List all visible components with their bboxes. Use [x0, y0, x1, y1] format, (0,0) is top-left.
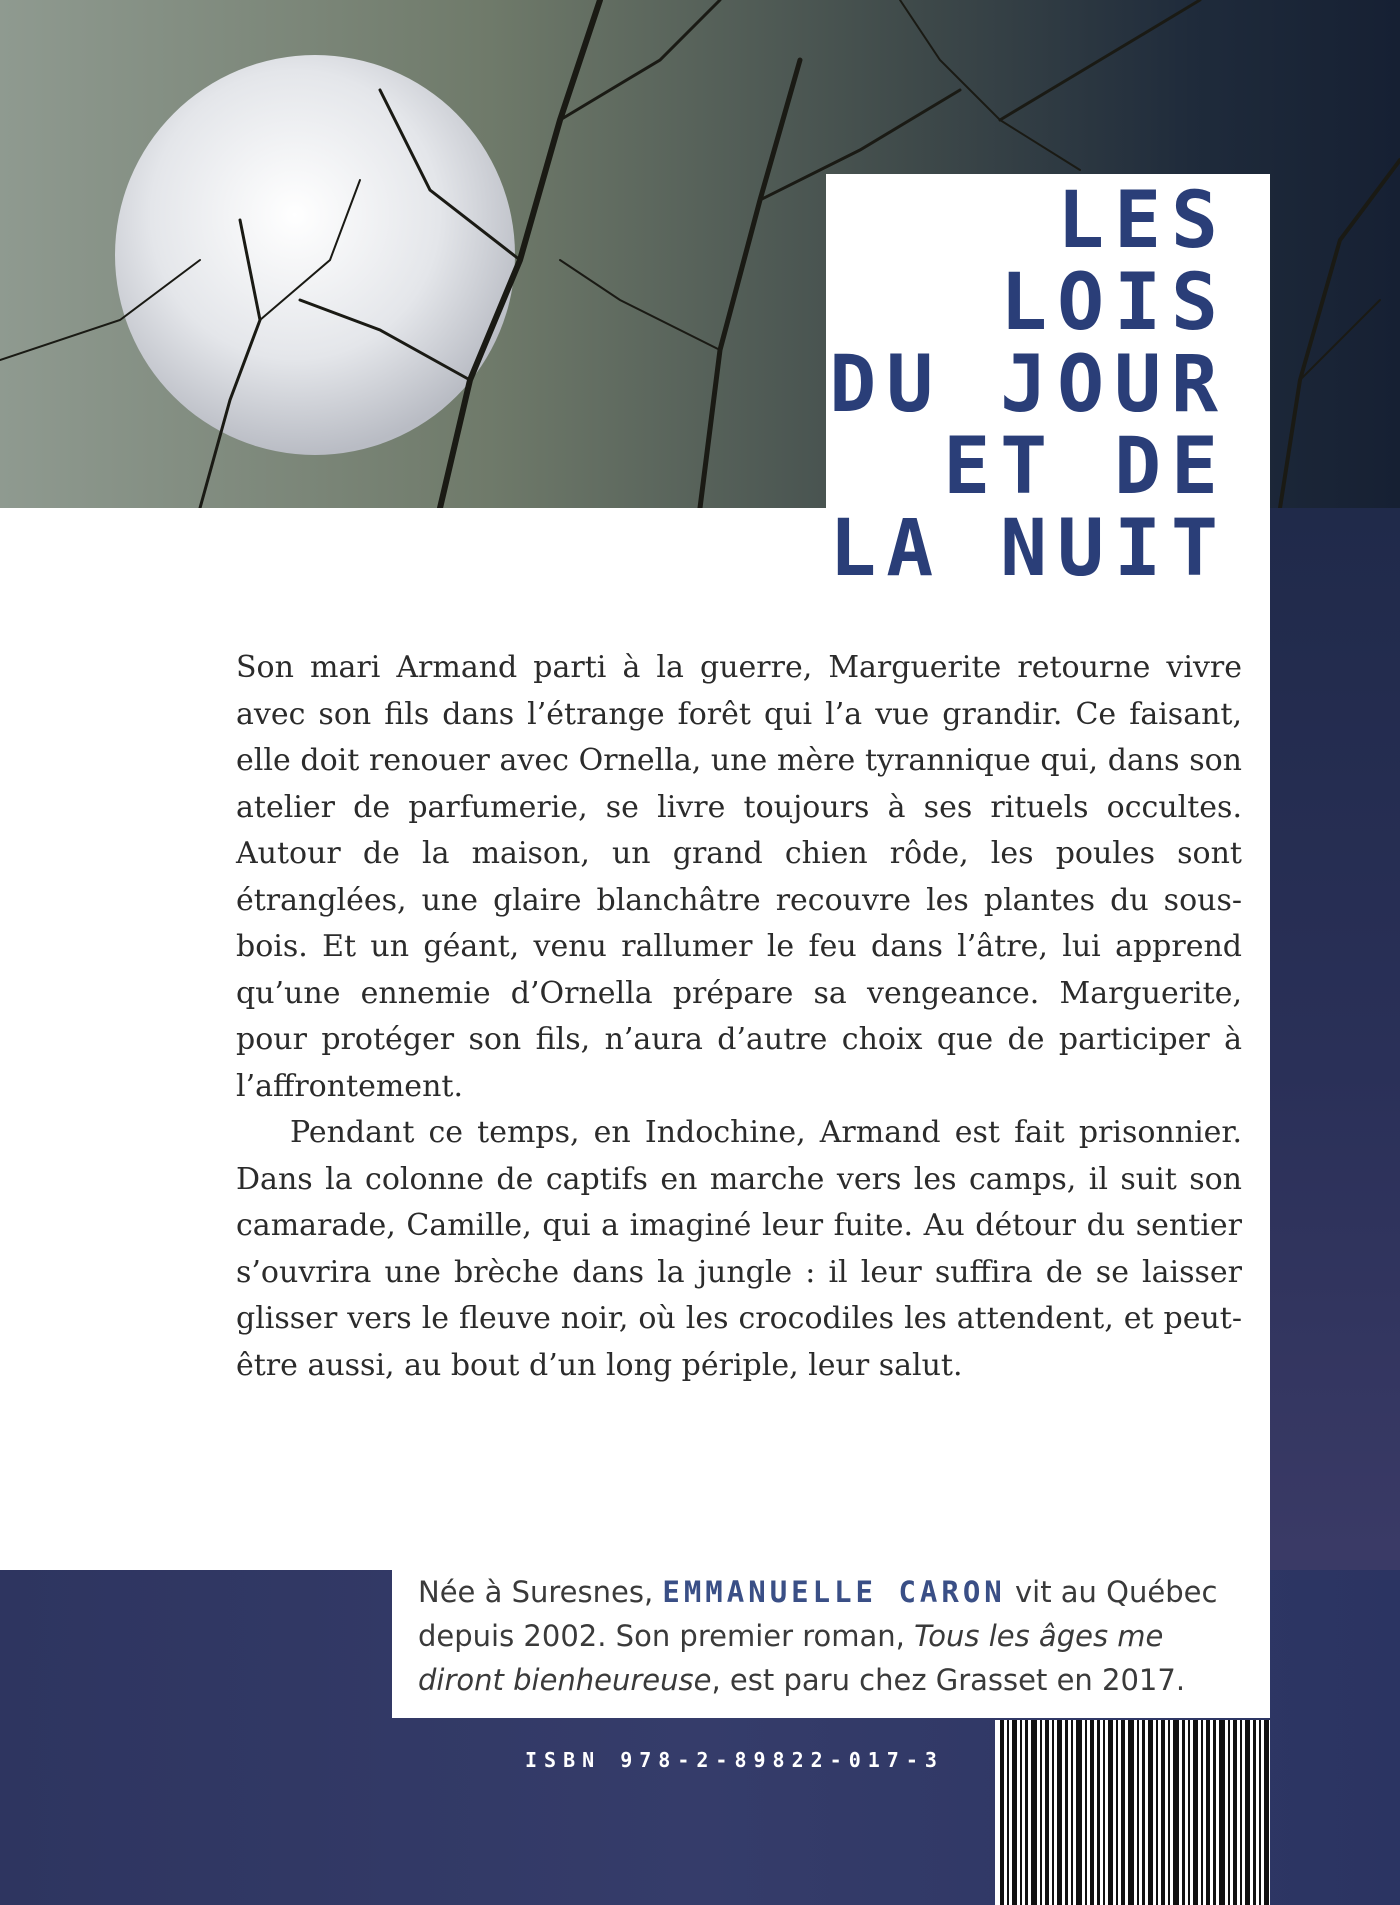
barcode — [995, 1720, 1270, 1905]
title-line: LA NUIT — [829, 504, 1228, 594]
isbn: ISBN 978-2-89822-017-3 — [525, 1748, 944, 1772]
synopsis-paragraph: Son mari Armand parti à la guerre, Marguerite retourne vivre avec son fils dans l’étrange forêt qui l’a vue grandir. Ce faisant, elle doit renouer avec Ornella, une mère tyrannique qui, dans son atelier de parfumerie, se livre toujours à ses rituels occultes. Autour de la maison, un grand chien rôde, les poules sont étranglées, une glaire blanchâtre recouvre les plantes du sous-bois. Et un géant, venu rallumer le feu dans l’âtre, lui apprend qu’une ennemie d’Ornella prépare sa vengeance. Marguerite, pour protéger son fils, n’aura d’autre choix que de participer à l’affrontement. — [236, 650, 1242, 1104]
author-bio — [418, 1570, 1248, 1702]
bio-prefix: Née à Suresnes, — [418, 1575, 663, 1609]
previous-book-title: Tous les âges me diront bienheureuse — [418, 1619, 1164, 1697]
moon-icon — [115, 55, 515, 455]
bio-middle: vit au Québec depuis 2002. Son premier roman, — [418, 1575, 1218, 1653]
barcode-icon — [1000, 1720, 1270, 1905]
title-line: LES LOIS — [1000, 176, 1228, 348]
author-name: EMMANUELLE CARON — [662, 1575, 1006, 1609]
title-line: DU JOUR — [829, 340, 1228, 430]
synopsis-paragraph: Pendant ce temps, en Indochine, Armand est fait prisonnier. Dans la colonne de captifs en marche vers les camps, il suit son camarade, Camille, qui a imaginé leur fuite. Au détour du sentier s’ouvrira une brèche dans la jungle : il leur suffira de se laisser glisser vers le fleuve noir, où les crocodiles les attendent, et peut-être aussi, au bout d’un long périple, leur salut. — [236, 1115, 1242, 1383]
book-title — [808, 176, 1228, 594]
title-line: ET DE — [943, 422, 1228, 512]
bio-suffix: , est paru chez Grasset en 2017. — [711, 1663, 1186, 1697]
synopsis — [236, 645, 1242, 1389]
